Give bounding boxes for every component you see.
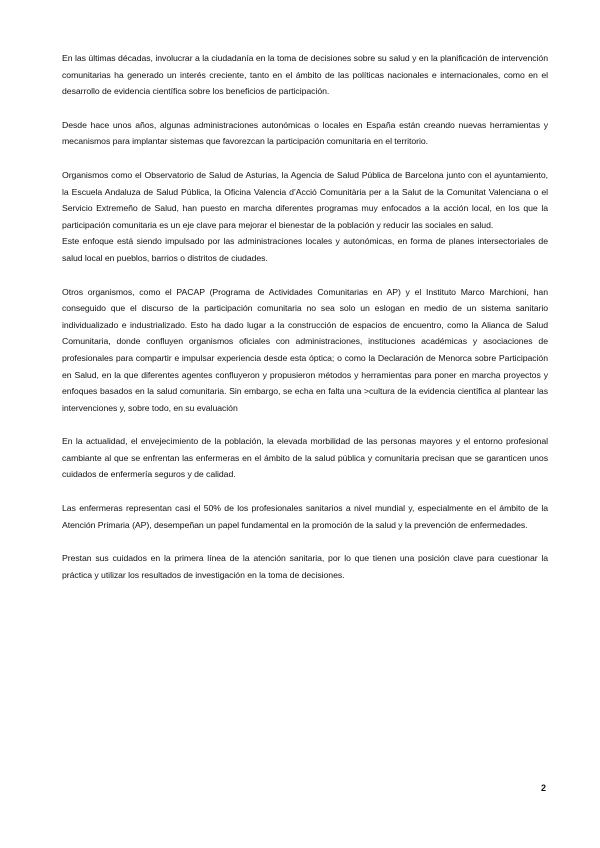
paragraph-5: Otros organismos, como el PACAP (Programa de Actividades Comunitarias en AP) y el Instituto Marco Marchioni, han conseguido que el discurso de la participación comunitaria no sea solo un eslogan en medio de un sistema sanitario individualizado e industrializado. Esto ha dado lugar a la construcción de espacios de encuentro, como la Alianca de Salud Comunitaria, donde confluyen organismos oficiales con administraciones, instituciones académicas y asociaciones de profesionales para compartir e impulsar experiencia desde esta óptica; o como la Declaración de Menorca sobre Participación en Salud, en la que diferentes agentes confluyeron y propusieron métodos y herramientas para poner en marcha proyectos y enfoques basados en la salud comunitaria. Sin embargo, se echa en falta una >cultura de la evidencia científica al plantear las intervenciones y, sobre todo, en su evaluación xyxy=(62,286,548,413)
paragraph-8: Prestan sus cuidados en la primera línea de la atención sanitaria, por lo que tienen una posición clave para cuestionar la práctica y utilizar los resultados de investigación en la toma de decisiones. xyxy=(62,553,548,580)
paragraph-3: Organismos como el Observatorio de Salud de Asturias, la Agencia de Salud Pública de Barcelona junto con el ayuntamiento, la Escuela Andaluza de Salud Pública, la Oficina Valencia d’Acció Comunitària per a la Salut de la Comunitat Valenciana o el Servicio Extremeño de Salud, han puesto en marcha diferentes programas muy enfocados a la acción local, en los que la participación comunitaria es un eje clave para mejorar el bienestar de la población y reducir las sociales en salud. xyxy=(62,169,548,230)
paragraph-1: En las últimas décadas, involucrar a la ciudadanía en la toma de decisiones sobre su salud y en la planificación de intervención comunitarias ha generado un interés creciente, tanto en el ámbito de las políticas nacionales e internacionales, como en el desarrollo de evidencia científica sobre los beneficios de participación. xyxy=(62,53,548,97)
document-body xyxy=(62,50,548,583)
paragraph-2: Desde hace unos años, algunas administraciones autonómicas o locales en España están creando nuevas herramientas y mecanismos para implantar sistemas que favorezcan la participación comunitaria en el territorio. xyxy=(62,119,548,147)
paragraph-7: Las enfermeras representan casi el 50% de los profesionales sanitarios a nivel mundial y, especialmente en el ámbito de la Atención Primaria (AP), desempeñan un papel fundamental en la promoción de la salud y la prevención de enfermedades. xyxy=(62,503,548,530)
page-number: 2 xyxy=(541,783,547,793)
paragraph-4: Este enfoque está siendo impulsado por las administraciones locales y autonómicas, en forma de planes intersectoriales de salud local en pueblos, barrios o distritos de ciudades. xyxy=(62,236,548,263)
paragraph-6: En la actualidad, el envejecimiento de la población, la elevada morbilidad de las personas mayores y el entorno profesional cambiante al que se enfrentan las enfermeras en el ámbito de la salud pública y comunitaria precisan que se garanticen unos cuidados de enfermería seguros y de calidad. xyxy=(62,436,548,480)
